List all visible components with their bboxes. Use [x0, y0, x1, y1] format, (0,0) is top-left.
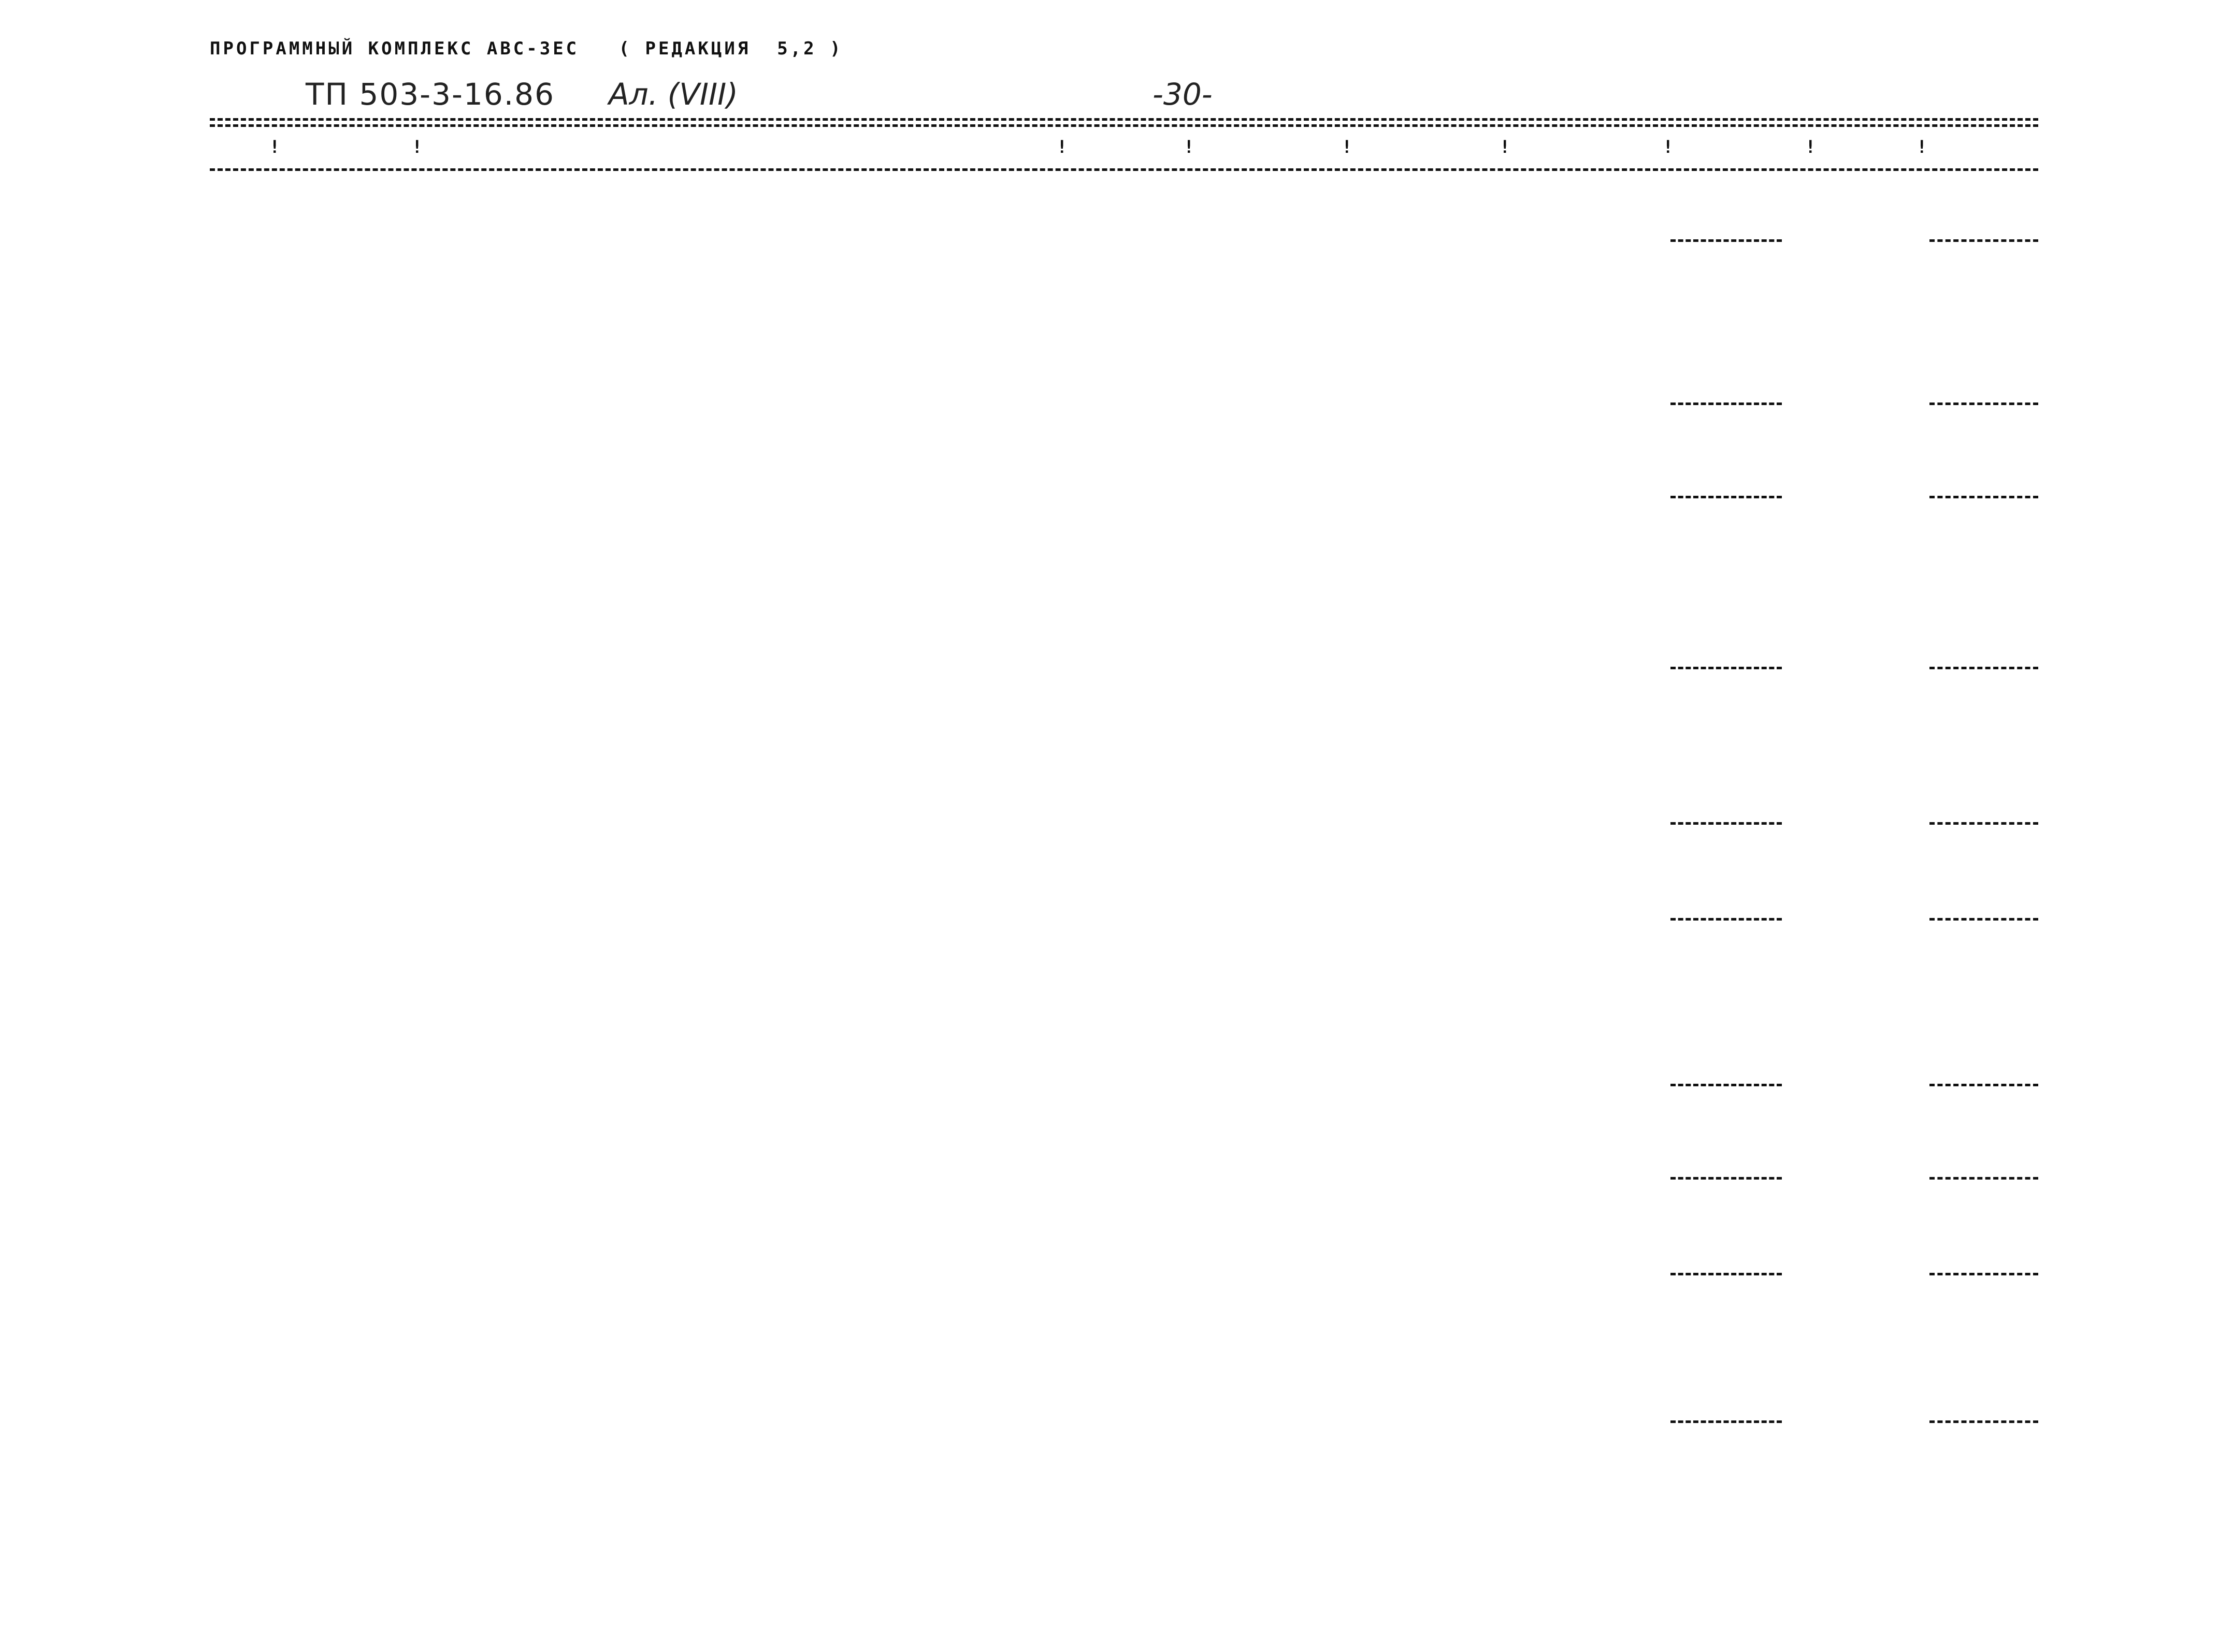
fraction-line [1929, 403, 2038, 405]
fraction-line [1670, 1084, 1782, 1086]
fraction-line [1929, 1420, 2038, 1423]
fraction-line [1929, 239, 2038, 242]
fraction-line [1670, 1273, 1782, 1275]
column-separator: ! [1917, 137, 1930, 157]
column-separator: ! [412, 137, 425, 157]
fraction-line [1670, 918, 1782, 921]
column-separator: ! [1805, 137, 1819, 157]
fraction-line [1670, 667, 1782, 669]
fraction-line [1929, 1273, 2038, 1275]
fraction-line [1929, 667, 2038, 669]
fraction-line [1670, 1177, 1782, 1180]
column-separator: ! [269, 137, 283, 157]
column-separator: ! [1663, 137, 1676, 157]
fraction-line [1670, 496, 1782, 498]
fraction-line [1929, 1084, 2038, 1086]
column-separator: ! [1342, 137, 1355, 157]
column-separator: ! [1184, 137, 1197, 157]
fraction-line [1670, 1420, 1782, 1423]
program-header: ПРОГРАММНЫЙ КОМПЛЕКС АВС-3ЕС ( РЕДАКЦИЯ 5,2 ) [210, 38, 843, 59]
album-number: Ал. (VIII) [609, 77, 738, 112]
header-rule-top-2 [210, 124, 2038, 127]
fraction-line [1670, 403, 1782, 405]
fraction-line [1929, 822, 2038, 825]
fraction-line [1929, 918, 2038, 921]
fraction-line [1670, 822, 1782, 825]
column-separator: ! [1057, 137, 1070, 157]
project-code: ТП 503-3-16.86 [306, 77, 555, 112]
fraction-line [1929, 496, 2038, 498]
page-number: -30- [1152, 77, 1213, 112]
column-separator: ! [1500, 137, 1513, 157]
fraction-line [1670, 239, 1782, 242]
header-rule-bottom [210, 168, 2038, 171]
fraction-line [1929, 1177, 2038, 1180]
header-rule-top-1 [210, 118, 2038, 121]
